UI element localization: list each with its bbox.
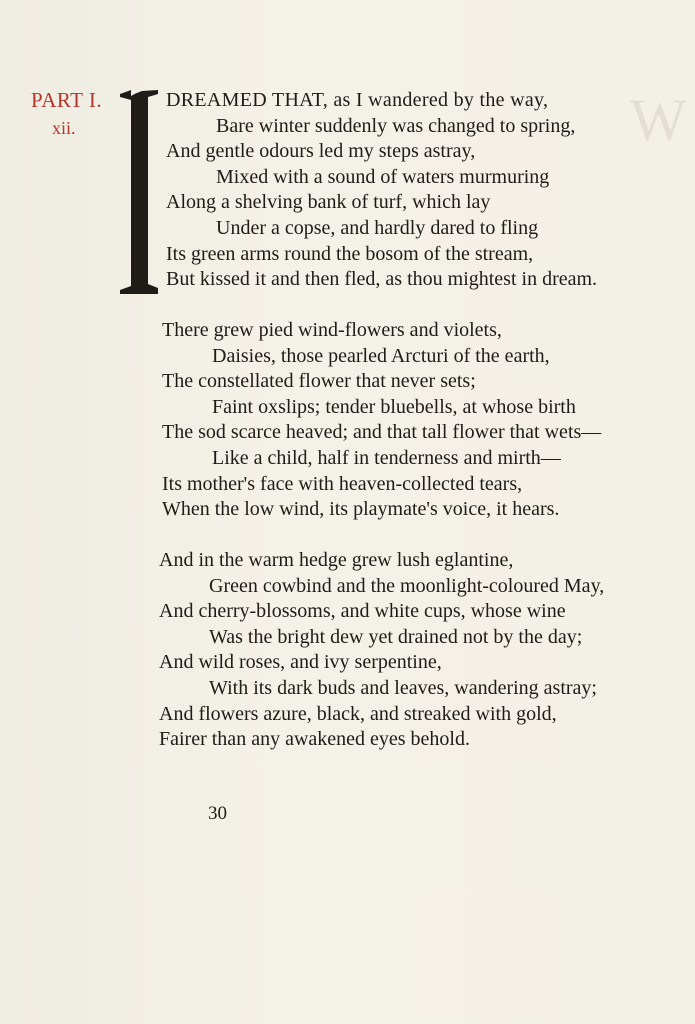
poem-line: Bare winter suddenly was changed to spring, — [216, 114, 576, 137]
poem-line: And wild roses, and ivy serpentine, — [159, 651, 442, 674]
poem-line: Its mother's face with heaven-collected tears, — [162, 472, 523, 495]
poem-line: Its green arms round the bosom of the stream, — [166, 242, 534, 265]
poem-line: Under a copse, and hardly dared to fling — [216, 216, 539, 239]
poem-line: Mixed with a sound of waters murmuring — [216, 165, 550, 188]
poem-line: When the low wind, its playmate's voice, it hears. — [162, 498, 560, 521]
poem-line: The sod scarce heaved; and that tall flower that wets— — [162, 421, 602, 444]
poem-line: Daisies, those pearled Arcturi of the earth, — [212, 344, 550, 367]
facing-page-show-through: W — [630, 90, 687, 153]
poem-line: And flowers azure, black, and streaked with gold, — [159, 702, 557, 725]
stanza-1 — [166, 88, 686, 293]
poem-line: Fairer than any awakened eyes behold. — [159, 728, 470, 751]
poem-line: But kissed it and then fled, as thou mightest in dream. — [166, 268, 598, 291]
poem-line: And cherry-blossoms, and white cups, whose wine — [159, 600, 566, 623]
part-label: PART I. — [31, 88, 103, 112]
section-number: xii. — [52, 118, 76, 138]
poem-line: Along a shelving bank of turf, which lay — [166, 191, 491, 214]
poem-line: There grew pied wind-flowers and violets, — [162, 319, 502, 341]
poem-line: Faint oxslips; tender bluebells, at whose birth — [212, 395, 576, 418]
drop-cap-letter-i — [118, 88, 160, 296]
poem-line: DREAMED THAT, as I wandered by the way, — [166, 89, 549, 111]
poem-line: Green cowbind and the moonlight-coloured May, — [209, 574, 605, 597]
poem-line: Was the bright dew yet drained not by the day; — [209, 625, 583, 648]
stanza-2 — [162, 318, 682, 523]
poem-line: And gentle odours led my steps astray, — [166, 140, 476, 163]
poem-line: The constellated flower that never sets; — [162, 370, 476, 393]
poem-line: And in the warm hedge grew lush eglantine, — [159, 549, 514, 571]
poem-line: With its dark buds and leaves, wandering astray; — [209, 676, 597, 699]
page-number: 30 — [208, 803, 227, 824]
stanza-3 — [159, 548, 679, 753]
poem-line: Like a child, half in tenderness and mirth— — [212, 446, 561, 469]
